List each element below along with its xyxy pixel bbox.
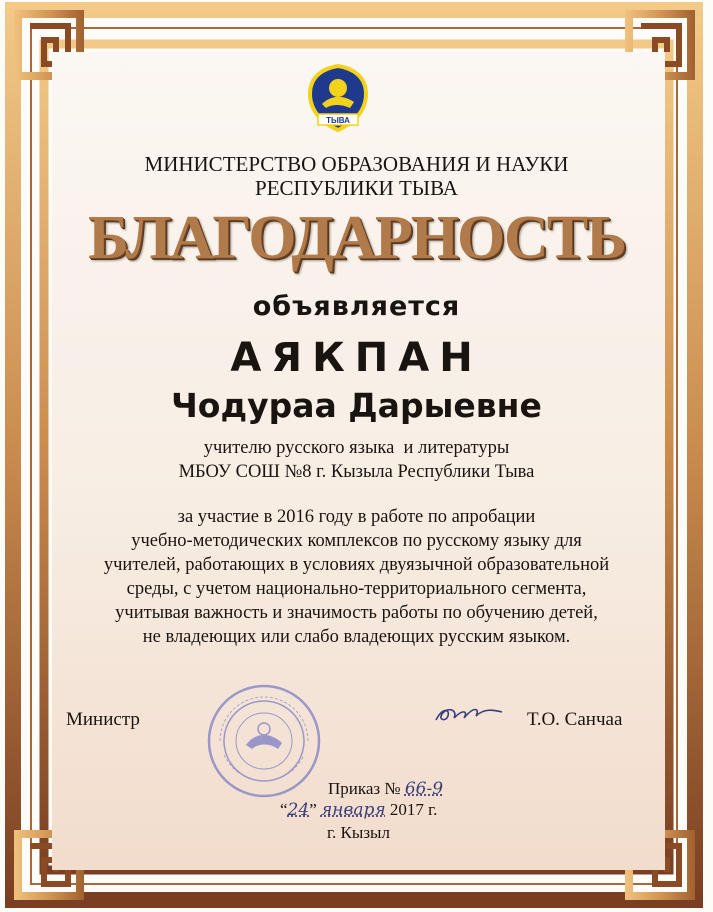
official-stamp-icon	[206, 683, 322, 799]
recipient-position	[0, 436, 713, 484]
reason-line: учителей, работающих в условиях двуязычной образовательной	[103, 555, 610, 575]
date-open-quote: “	[280, 800, 288, 819]
tuva-emblem-icon	[308, 64, 368, 134]
emblem-banner: ТЫВА	[326, 116, 350, 125]
order-label: Приказ №	[328, 779, 401, 798]
signature-name: Т.О. Санчаа	[527, 709, 623, 730]
document-title: БЛАГОДАРНОСТЬ	[87, 204, 626, 272]
order-number-value: 66-9	[404, 779, 444, 799]
reason-line: учитывая важность и значимость работы по обучению детей,	[115, 603, 598, 623]
reason-text	[0, 505, 713, 649]
position-line-2: МБОУ СОШ №8 г. Кызыла Республики Тыва	[178, 462, 535, 482]
announce-label: объявляется	[252, 291, 461, 322]
date-close-quote: ”	[309, 800, 317, 819]
reason-line: не владеющих или слабо владеющих русским языком.	[142, 627, 571, 647]
ministry-heading	[0, 152, 713, 200]
order-date	[280, 800, 437, 820]
reason-line: за участие в 2016 году в работе по апробации	[177, 507, 536, 527]
order-day: 24	[287, 800, 310, 820]
ministry-line-2: РЕСПУБЛИКИ ТЫВА	[255, 176, 458, 200]
reason-line: учебно-методических комплексов по русскому языку для	[131, 531, 582, 551]
position-line-1: учителю русского языка и литературы	[203, 438, 510, 458]
handwritten-signature-icon	[434, 702, 504, 726]
recipient-name: Чодураа Дарыевне	[171, 386, 542, 425]
order-year: 2017 г.	[389, 800, 438, 819]
order-number	[328, 779, 443, 799]
ministry-line-1: МИНИСТЕРСТВО ОБРАЗОВАНИЯ И НАУКИ	[144, 152, 569, 176]
order-month: января	[320, 800, 386, 820]
reason-line: среды, с учетом национально-территориального сегмента,	[126, 579, 587, 599]
order-city: г. Кызыл	[327, 823, 390, 842]
recipient-surname: АЯКПАН	[230, 335, 483, 381]
signature-role: Министр	[66, 709, 140, 730]
